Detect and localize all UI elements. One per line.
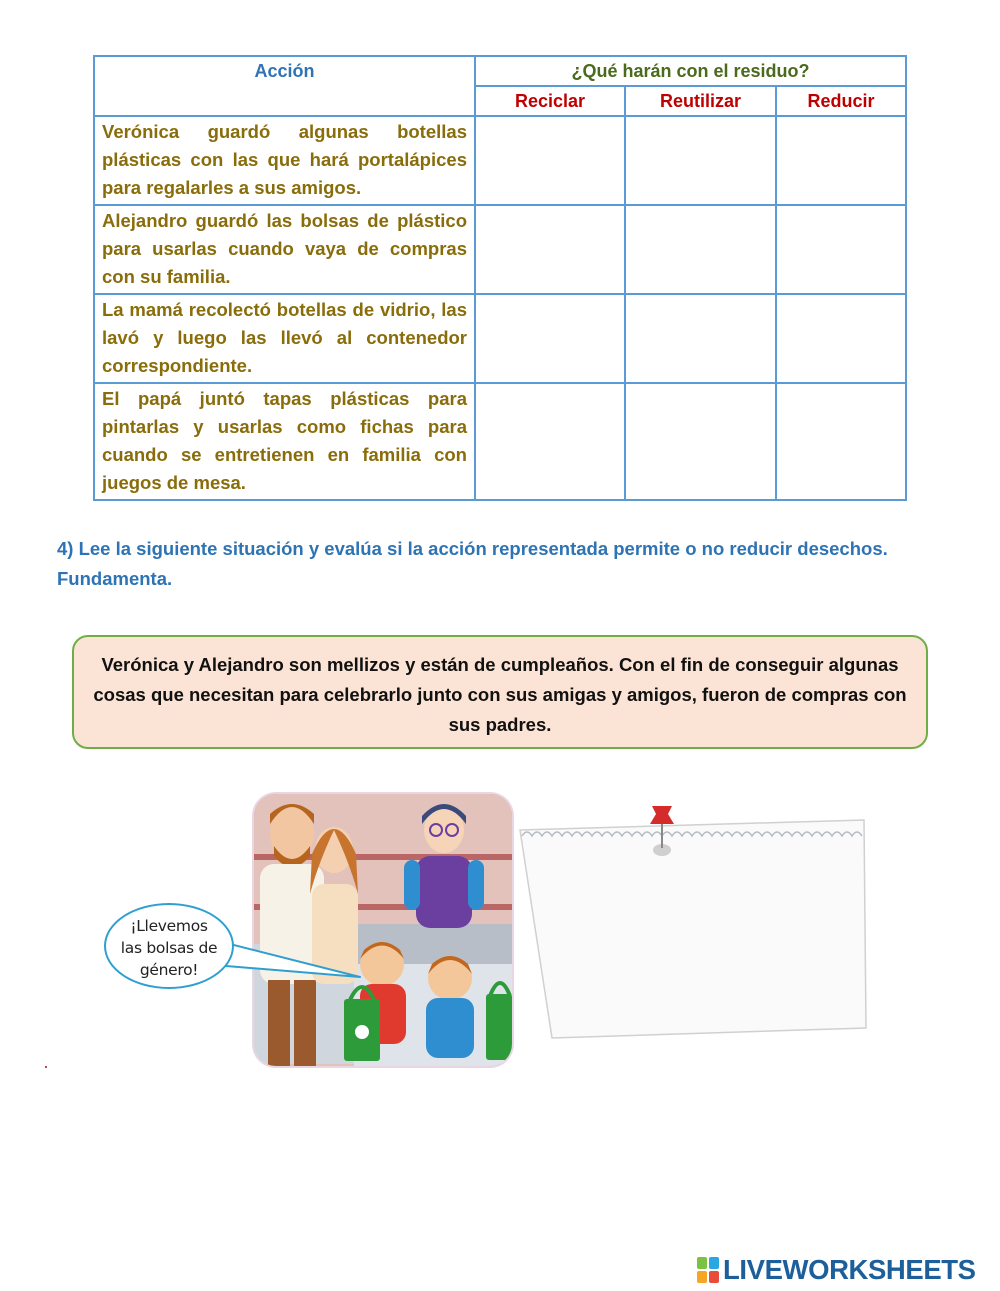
speech-bubble xyxy=(104,903,234,989)
logo-blocks-icon xyxy=(697,1257,719,1283)
answer-cell-reutilizar[interactable] xyxy=(625,116,776,205)
speech-line: ¡Llevemos xyxy=(130,917,208,935)
action-text: El papá juntó tapas plásticas para pintarlas y usarlas como fichas para cuando se entretienen en familia con juegos de mesa. xyxy=(94,383,475,500)
answer-cell-reutilizar[interactable] xyxy=(625,294,776,383)
answer-cell-reciclar[interactable] xyxy=(475,383,625,500)
header-reducir: Reducir xyxy=(776,86,906,116)
note-paper-image xyxy=(516,800,868,1040)
table-row xyxy=(94,116,906,205)
speech-bubble-tail xyxy=(210,925,370,985)
speech-line: las bolsas de xyxy=(120,939,218,957)
situation-box xyxy=(72,635,928,749)
table-row xyxy=(94,205,906,294)
speech-line: género! xyxy=(139,961,199,979)
situation-text: Verónica y Alejandro son mellizos y están de cumpleaños. Con el fin de conseguir algunas cosas que necesitan para celebrarlo junto con sus amigas y amigos, fueron de compras con sus padres. xyxy=(93,654,907,735)
header-question: ¿Qué harán con el residuo? xyxy=(475,56,906,86)
action-text: Alejandro guardó las bolsas de plástico para usarlas cuando vaya de compras con su familia. xyxy=(94,205,475,294)
logo-text: LIVEWORKSHEETS xyxy=(723,1254,976,1285)
answer-cell-reutilizar[interactable] xyxy=(625,383,776,500)
header-reciclar: Reciclar xyxy=(475,86,625,116)
header-accion: Acción xyxy=(94,56,475,116)
answer-cell-reducir[interactable] xyxy=(776,205,906,294)
answer-cell-reciclar[interactable] xyxy=(475,205,625,294)
answer-cell-reciclar[interactable] xyxy=(475,116,625,205)
answer-cell-reciclar[interactable] xyxy=(475,294,625,383)
table-row xyxy=(94,383,906,500)
stray-mark xyxy=(45,1066,47,1068)
classification-table xyxy=(93,55,907,501)
answer-cell-reducir[interactable] xyxy=(776,383,906,500)
answer-cell-reducir[interactable] xyxy=(776,294,906,383)
answer-cell-reutilizar[interactable] xyxy=(625,205,776,294)
question-text: 4) Lee la siguiente situación y evalúa si la acción representada permite o no reducir desechos. Fundamenta. xyxy=(57,538,888,589)
action-text: Verónica guardó algunas botellas plásticas con las que hará portalápices para regalarles a sus amigos. xyxy=(94,116,475,205)
liveworksheets-logo[interactable] xyxy=(697,1253,976,1287)
answer-cell-reducir[interactable] xyxy=(776,116,906,205)
table-row xyxy=(94,294,906,383)
header-reutilizar: Reutilizar xyxy=(625,86,776,116)
action-text: La mamá recolectó botellas de vidrio, las lavó y luego las llevó al contenedor correspondiente. xyxy=(94,294,475,383)
